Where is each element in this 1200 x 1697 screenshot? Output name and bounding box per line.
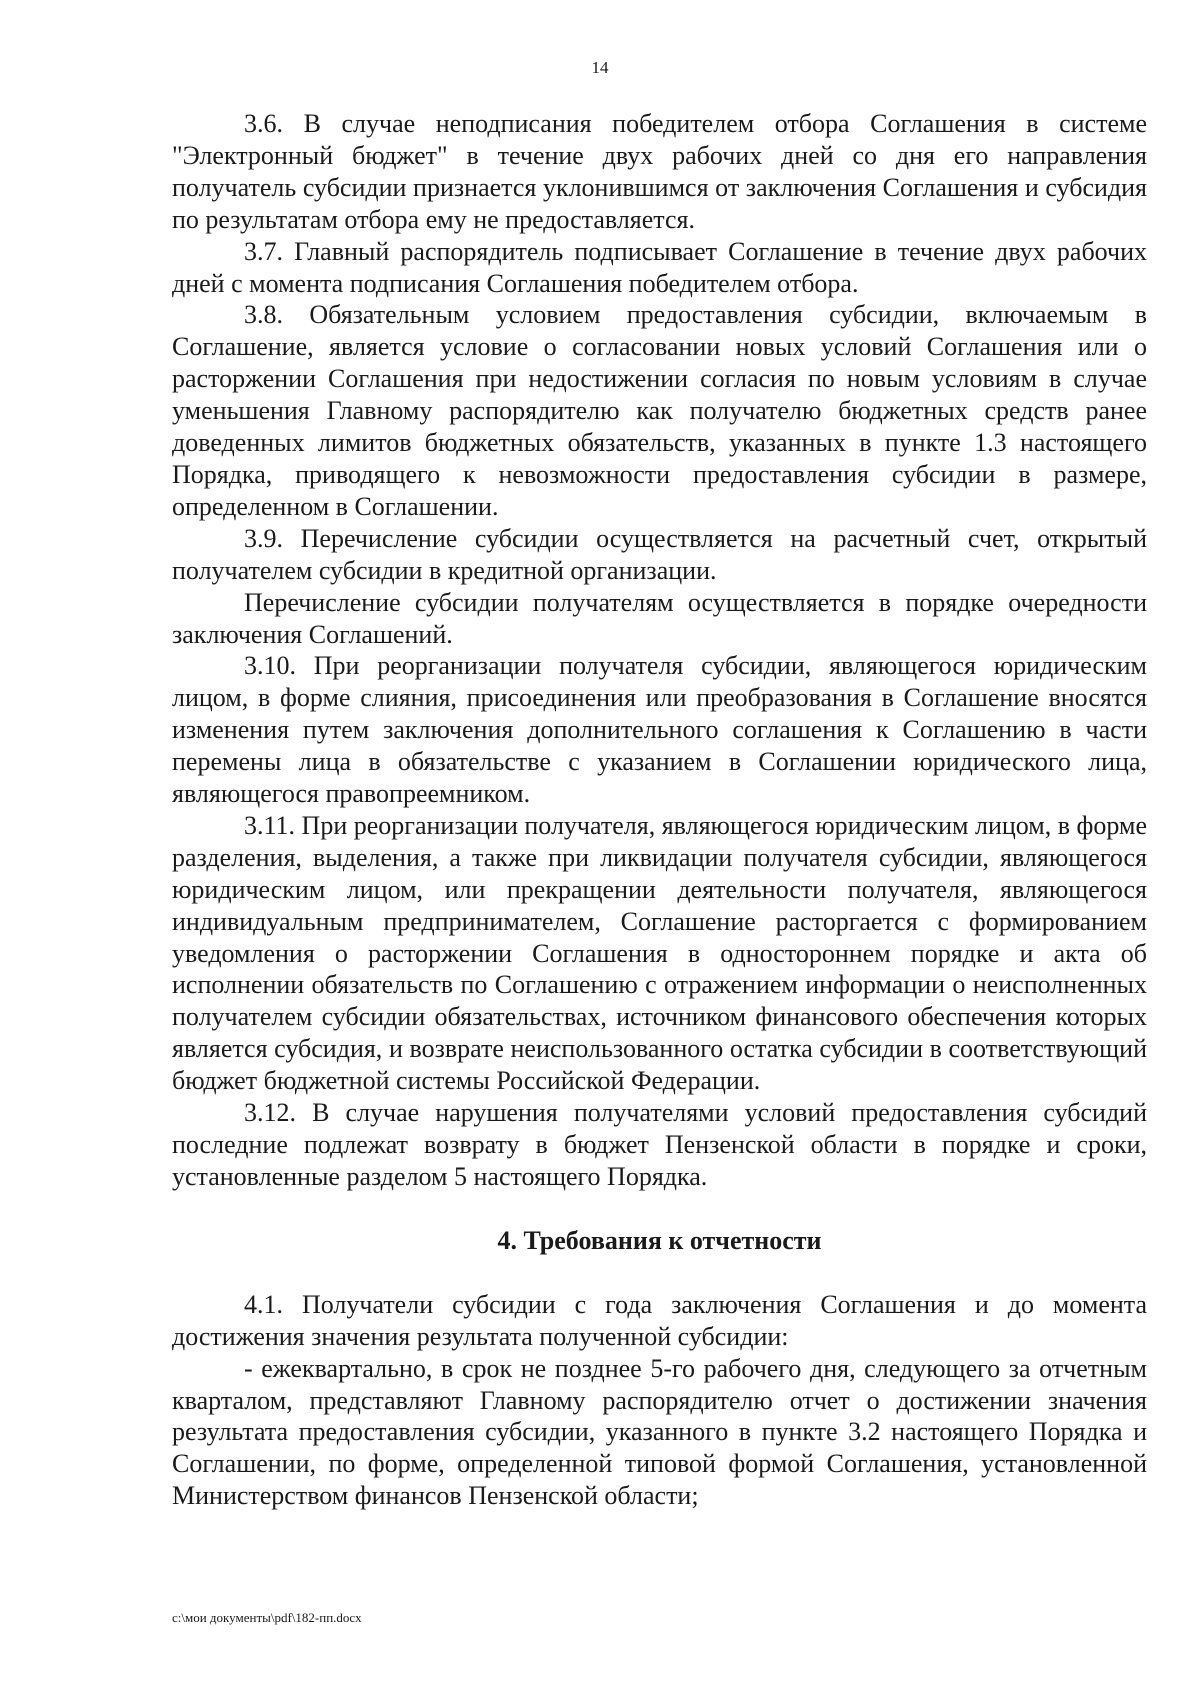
paragraph-3-8: 3.8. Обязательным условием предоставления субсидии, включаемым в Соглашение, является условие о согласовании новых условий Соглашения или о расторжении Соглашения при недостижении согласия по новым условиям в случае уменьшения Главному распорядителю как получателю бюджетных средств ранее доведенных лимитов бюджетных обязательств, указанных в пункте 1.3 настоящего Порядка, приводящего к невозможности предоставления субсидии в размере, определенном в Соглашении. (172, 300, 1147, 521)
paragraph-3-12: 3.12. В случае нарушения получателями условий предоставления субсидий последние подлежат возврату в бюджет Пензенской области в порядке и сроки, установленные разделом 5 настоящего Порядка. (172, 1098, 1147, 1191)
footer-file-path: c:\мои документы\pdf\182-пп.docx (172, 1610, 362, 1625)
paragraph-3-11: 3.11. При реорганизации получателя, являющегося юридическим лицом, в форме разделения, выделения, а также при ликвидации получателя субсидии, являющегося юридическим лицом, или прекращении деятельности получателя, являющегося индивидуальным предпринимателем, Соглашение расторгается с формированием уведомления о расторжении Соглашения в одностороннем порядке и акта об исполнении обязательств по Соглашению с отражением информации о неисполненных получателем субсидии обязательствах, источником финансового обеспечения которых является субсидия, и возврате неиспользованного остатка субсидии в соответствующий бюджет бюджетной системы Российской Федерации. (172, 810, 1147, 1096)
heading-spacer-top (172, 1193, 1147, 1225)
paragraph-3-10: 3.10. При реорганизации получателя субсидии, являющегося юридическим лицом, в форме слияния, присоединения или преобразования в Соглашение вносятся изменения путем заключения дополнительного соглашения к Соглашению в части перемены лица в обязательстве с указанием в Соглашении юридического лица, являющегося правопреемником. (172, 651, 1147, 809)
paragraph-3-9-transfer-order: Перечисление субсидии получателям осуществляется в порядке очередности заключения Соглашений. (172, 587, 1147, 649)
document-body (172, 108, 1147, 1512)
paragraph-3-9: 3.9. Перечисление субсидии осуществляется на расчетный счет, открытый получателем субсидии в кредитной организации. (172, 523, 1147, 585)
paragraph-3-7: 3.7. Главный распорядитель подписывает Соглашение в течение двух рабочих дней с момента подписания Соглашения победителем отбора. (172, 236, 1147, 298)
heading-spacer-bottom (172, 1257, 1147, 1289)
section-heading: 4. Требования к отчетности (497, 1225, 822, 1255)
paragraph-3-6: 3.6. В случае неподписания победителем отбора Соглашения в системе "Электронный бюджет" в течение двух рабочих дней со дня его направления получатель субсидии признается уклонившимся от заключения Соглашения и субсидия по результатам отбора ему не предоставляется. (172, 109, 1147, 234)
paragraph-4-1-quarterly: - ежеквартально, в срок не позднее 5-го рабочего дня, следующего за отчетным кварталом, представляют Главному распорядителю отчет о достижении значения результата предоставления субсидии, указанного в пункте 3.2 настоящего Порядка и Соглашении, по форме, определенной типовой формой Соглашения, установленной Министерством финансов Пензенской области; (172, 1353, 1147, 1511)
page-number: 14 (591, 58, 609, 77)
paragraph-4-1: 4.1. Получатели субсидии с года заключения Соглашения и до момента достижения значения результата полученной субсидии: (172, 1289, 1147, 1351)
